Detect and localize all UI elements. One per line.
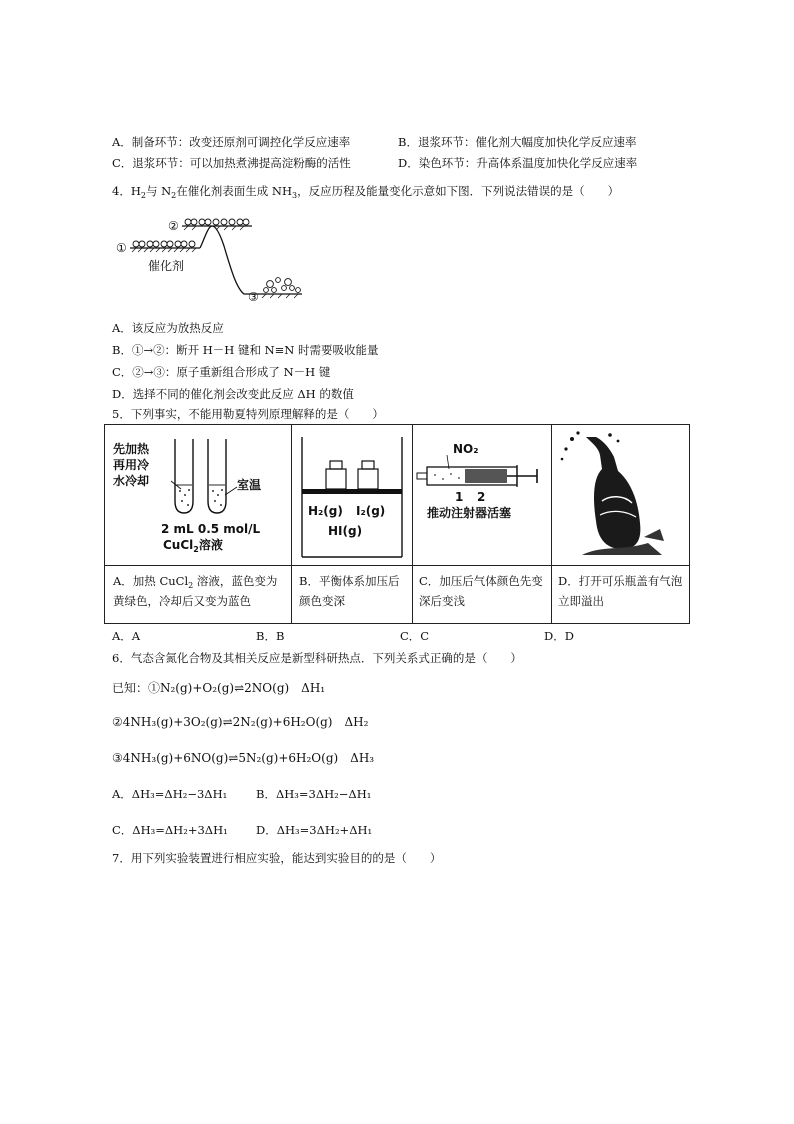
cola-bottle-figure	[552, 425, 690, 565]
fig-catalyst-label: 催化剂	[148, 259, 185, 273]
q4-stem: 4．$H_2$与 $N_2$在催化剂表面生成 $NH_3$，反应历程及能量变化示意如下图．下列说法错误的是（ ）	[112, 184, 620, 200]
q6-option-c: C．ΔH₃=ΔH₂+3ΔH₁	[112, 823, 228, 837]
q3-option-a: A．制备环节：改变还原剂可调控化学反应速率	[112, 135, 351, 149]
q5-answer-a: A．A	[112, 629, 141, 643]
svg-text:NO₂: NO₂	[453, 442, 479, 456]
q3-option-d: D．染色环节：升高体系温度加快化学反应速率	[398, 156, 638, 170]
svg-text:CuCl2溶液: CuCl$_2$溶液	[163, 538, 223, 554]
q5-stem: 5．下列事实，不能用勒夏特列原理解释的是（ ）	[112, 407, 384, 421]
svg-text:1: 1	[455, 490, 464, 504]
q5-answer-c: C．C	[400, 629, 430, 643]
svg-text:水冷却: 水冷却	[113, 474, 150, 488]
q4-option-c: C．②→③：原子重新组合形成了 N－H 键	[112, 365, 331, 379]
q6-option-b: B．ΔH₃=3ΔH₂−ΔH₁	[256, 787, 372, 801]
q4-option-d: D．选择不同的催化剂会改变此反应 ΔH 的数值	[112, 387, 354, 401]
caption-c: C．加压后气体颜色先变深后变浅	[419, 574, 543, 608]
svg-text:H₂(g): H₂(g)	[308, 504, 343, 518]
q6-stem: 6．气态含氮化合物及其相关反应是新型科研热点．下列关系式正确的是（ ）	[112, 651, 522, 665]
svg-text:先加热: 先加热	[113, 442, 150, 456]
q3-option-c: C．退浆环节：可以加热煮沸提高淀粉酶的活性	[112, 156, 351, 170]
q3-option-b: B．退浆环节：催化剂大幅度加快化学反应速率	[398, 135, 637, 149]
fig-label-1: ①	[116, 241, 127, 255]
svg-text:室温: 室温	[237, 478, 262, 492]
q4-option-a: A．该反应为放热反应	[112, 321, 224, 335]
q6-equation-2: ②4NH₃(g)+3O₂(g)⇌2N₂(g)+6H₂O(g) ΔH₂	[112, 715, 369, 729]
q6-equation-3: ③4NH₃(g)+6NO(g)⇌5N₂(g)+6H₂O(g) ΔH₃	[112, 751, 375, 765]
pressure-container-figure	[292, 425, 412, 565]
svg-text:HI(g): HI(g)	[328, 524, 363, 538]
q6-equation-1: 已知：①N₂(g)+O₂(g)⇌2NO(g) ΔH₁	[112, 681, 326, 695]
q4-option-b: B．①→②：断开 H－H 键和 N≡N 时需要吸收能量	[112, 343, 379, 357]
q6-option-d: D．ΔH₃=3ΔH₂+ΔH₁	[256, 823, 373, 837]
svg-text:2 mL 0.5 mol/L: 2 mL 0.5 mol/L	[161, 522, 261, 536]
svg-text:推动注射器活塞: 推动注射器活塞	[427, 506, 512, 520]
q5-answer-b: B．B	[256, 629, 285, 643]
catalysis-energy-diagram	[112, 210, 322, 314]
fig-label-2: ②	[168, 219, 179, 233]
svg-text:2: 2	[477, 490, 486, 504]
svg-text:I₂(g): I₂(g)	[356, 504, 386, 518]
syringe-figure	[413, 425, 551, 565]
svg-text:再用冷: 再用冷	[113, 458, 150, 472]
q7-stem: 7．用下列实验装置进行相应实验，能达到实验目的的是（ ）	[112, 851, 442, 865]
caption-a: A．加热 CuCl$_2$ 溶液，蓝色变为黄绿色，冷却后又变为蓝色	[113, 574, 278, 608]
q5-answer-d: D．D	[544, 629, 574, 643]
caption-b: B．平衡体系加压后颜色变深	[299, 574, 400, 608]
fig-label-3: ③	[248, 290, 259, 304]
q5-figure-table	[104, 424, 690, 624]
caption-d: D．打开可乐瓶盖有气泡立即溢出	[558, 574, 683, 608]
test-tubes-figure	[105, 425, 291, 565]
q6-option-a: A．ΔH₃=ΔH₂−3ΔH₁	[112, 787, 228, 801]
